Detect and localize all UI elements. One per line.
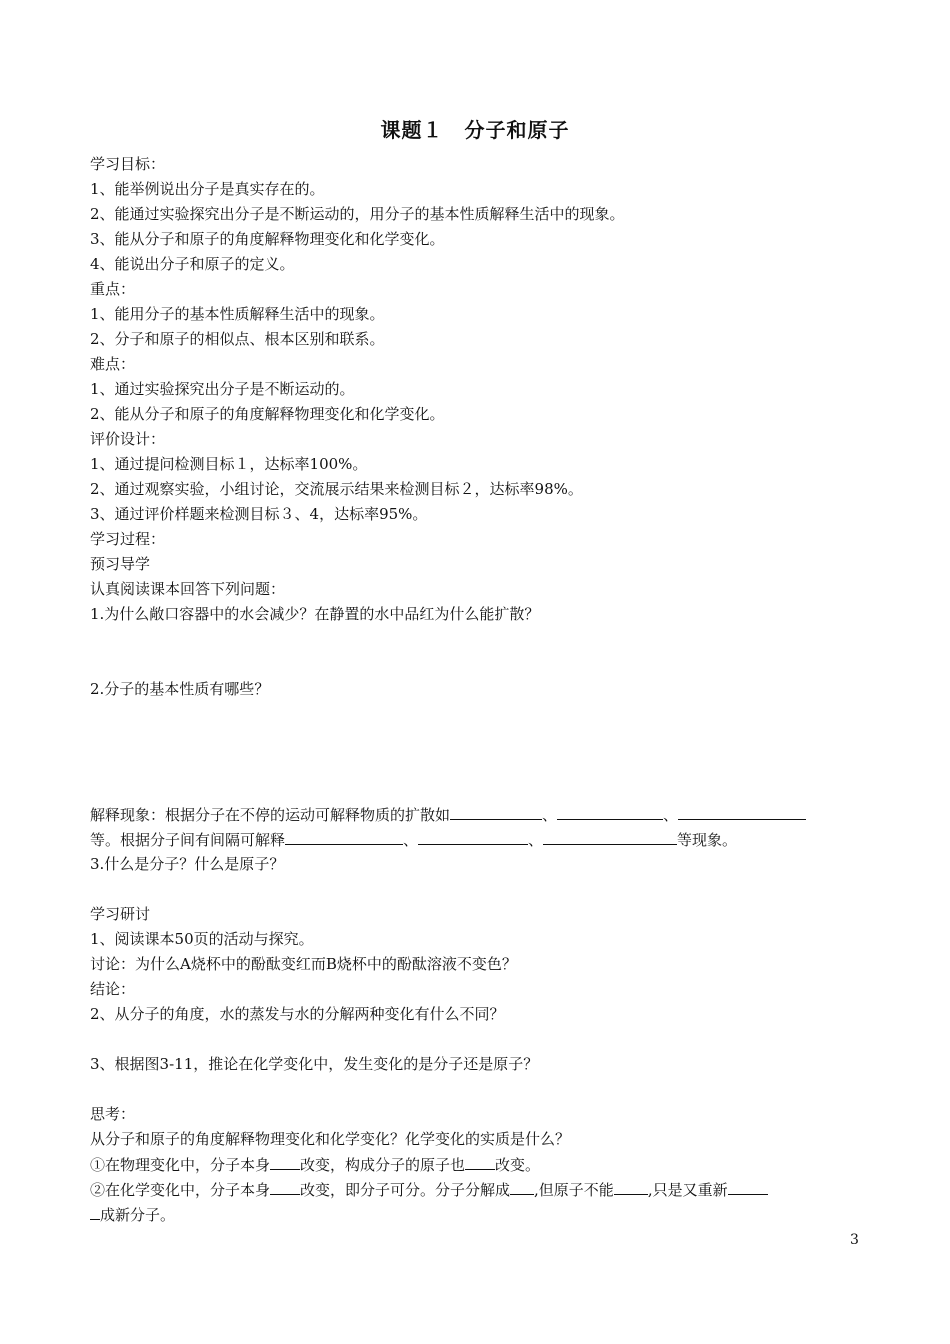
think-text: ①在物理变化中，分子本身 bbox=[90, 1156, 271, 1174]
objective-item: 4、能说出分子和原子的定义。 bbox=[90, 255, 295, 273]
explain-text: 解释现象：根据分子在不停的运动可解释物质的扩散如 bbox=[90, 806, 451, 824]
key-points-heading: 重点： bbox=[90, 280, 136, 298]
page-number: 3 bbox=[850, 1232, 859, 1248]
question-3: 3.什么是分子？什么是原子？ bbox=[90, 855, 285, 873]
answer-blank[interactable] bbox=[270, 1179, 300, 1195]
preview-instruction: 认真阅读课本回答下列问题： bbox=[90, 580, 286, 598]
objective-item: 2、能通过实验探究出分子是不断运动的，用分子的基本性质解释生活中的现象。 bbox=[90, 205, 625, 223]
answer-blank[interactable] bbox=[90, 1204, 100, 1220]
study-heading: 学习研讨 bbox=[90, 905, 151, 923]
separator: 、 bbox=[663, 806, 679, 824]
discuss-line: 讨论：为什么A烧杯中的酚酞变红而B烧杯中的酚酞溶液不变色？ bbox=[90, 955, 517, 973]
answer-blank[interactable] bbox=[285, 829, 403, 845]
difficulty-item: 1、通过实验探究出分子是不断运动的。 bbox=[90, 380, 355, 398]
think-text: 改变，即分子可分。分子分解成 bbox=[300, 1181, 511, 1199]
study-item-1: 1、阅读课本50页的活动与探究。 bbox=[90, 930, 314, 948]
difficulty-item: 2、能从分子和原子的角度解释物理变化和化学变化。 bbox=[90, 405, 445, 423]
think-text: 成新分子。 bbox=[100, 1206, 176, 1224]
answer-blank[interactable] bbox=[418, 829, 528, 845]
objectives-heading: 学习目标： bbox=[90, 155, 166, 173]
question-1: 1.为什么敞口容器中的水会减少？在静置的水中品红为什么能扩散？ bbox=[90, 605, 540, 623]
difficulties-heading: 难点： bbox=[90, 355, 136, 373]
separator: 、 bbox=[528, 831, 544, 849]
evaluation-item: 1、通过提问检测目标１，达标率100%。 bbox=[90, 455, 368, 473]
page-title: 课题１ 分子和原子 bbox=[380, 118, 570, 142]
answer-blank[interactable] bbox=[465, 1154, 495, 1170]
think-text: ,只是又重新 bbox=[647, 1181, 728, 1199]
explain-text: 等。根据分子间有间隔可解释 bbox=[90, 831, 286, 849]
separator: 、 bbox=[403, 831, 419, 849]
evaluation-item: 2、通过观察实验，小组讨论，交流展示结果来检测目标２，达标率98%。 bbox=[90, 480, 583, 498]
explain-line-2 bbox=[90, 829, 737, 850]
answer-blank[interactable] bbox=[728, 1179, 768, 1195]
question-2: 2.分子的基本性质有哪些？ bbox=[90, 680, 270, 698]
study-item-2: 2、从分子的角度，水的蒸发与水的分解两种变化有什么不同？ bbox=[90, 1005, 505, 1023]
explain-text: 等现象。 bbox=[677, 831, 738, 849]
think-point-1 bbox=[90, 1154, 540, 1175]
objective-item: 3、能从分子和原子的角度解释物理变化和化学变化。 bbox=[90, 230, 445, 248]
think-text: 改变。 bbox=[495, 1156, 541, 1174]
answer-blank[interactable] bbox=[543, 829, 677, 845]
think-point-2 bbox=[90, 1179, 768, 1200]
answer-blank[interactable] bbox=[270, 1154, 300, 1170]
explain-line-1 bbox=[90, 804, 806, 825]
key-point-item: 2、分子和原子的相似点、根本区别和联系。 bbox=[90, 330, 385, 348]
think-text: 改变，构成分子的原子也 bbox=[300, 1156, 466, 1174]
answer-blank[interactable] bbox=[678, 804, 806, 820]
answer-blank[interactable] bbox=[450, 804, 542, 820]
evaluation-heading: 评价设计： bbox=[90, 430, 166, 448]
conclusion-line: 结论： bbox=[90, 980, 136, 998]
key-point-item: 1、能用分子的基本性质解释生活中的现象。 bbox=[90, 305, 385, 323]
objective-item: 1、能举例说出分子是真实存在的。 bbox=[90, 180, 325, 198]
process-heading: 学习过程： bbox=[90, 530, 166, 548]
answer-blank[interactable] bbox=[614, 1179, 648, 1195]
preview-heading: 预习导学 bbox=[90, 555, 151, 573]
separator: 、 bbox=[542, 806, 558, 824]
answer-blank[interactable] bbox=[557, 804, 663, 820]
answer-blank[interactable] bbox=[510, 1179, 534, 1195]
think-text: ,但原子不能 bbox=[534, 1181, 614, 1199]
evaluation-item: 3、通过评价样题来检测目标３、4，达标率95%。 bbox=[90, 505, 428, 523]
study-item-3: 3、根据图3-11，推论在化学变化中，发生变化的是分子还是原子？ bbox=[90, 1055, 539, 1073]
think-question: 从分子和原子的角度解释物理变化和化学变化？化学变化的实质是什么？ bbox=[90, 1130, 571, 1148]
think-text: ②在化学变化中，分子本身 bbox=[90, 1181, 271, 1199]
think-heading: 思考： bbox=[90, 1105, 136, 1123]
think-point-2-cont bbox=[90, 1204, 175, 1225]
